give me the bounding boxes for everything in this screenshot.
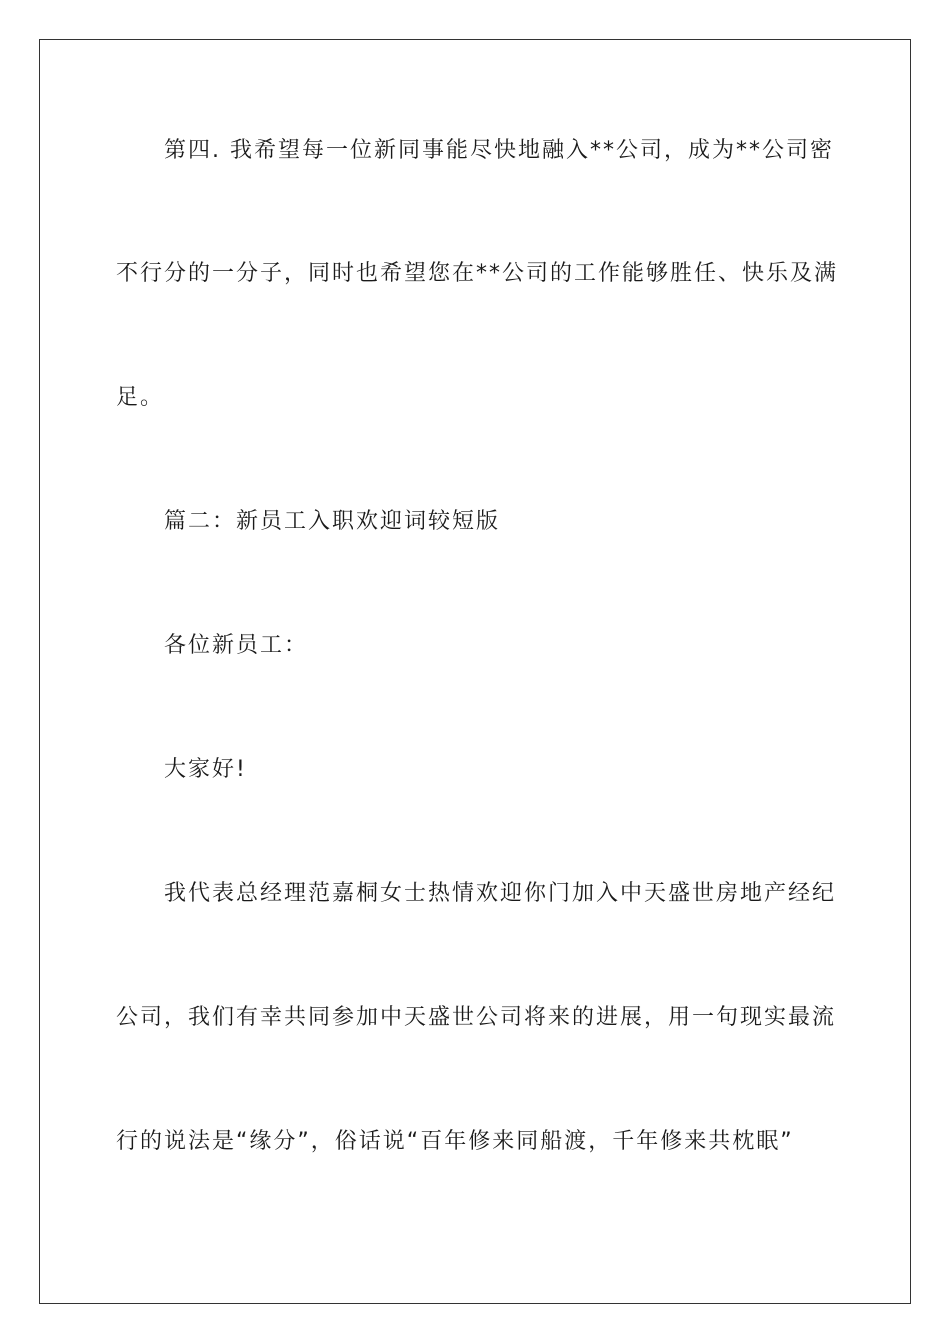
section-heading: 篇二：新员工入职欢迎词较短版 xyxy=(164,509,501,534)
salutation: 各位新员工： xyxy=(164,633,309,658)
paragraph-line-9: 行的说法是“缘分”，俗话说“百年修来同船渡，千年修来共枕眠” xyxy=(116,1129,794,1154)
paragraph-line-7: 我代表总经理范嘉桐女士热情欢迎你门加入中天盛世房地产经纪 xyxy=(164,881,837,906)
paragraph-line-8: 公司，我们有幸共同参加中天盛世公司将来的进展，用一句现实最流 xyxy=(116,1005,837,1030)
paragraph-line-1: 第四. 我希望每一位新同事能尽快地融入**公司，成为**公司密 xyxy=(164,138,834,163)
paragraph-line-3: 足。 xyxy=(116,385,165,410)
greeting: 大家好! xyxy=(164,757,247,782)
page-border xyxy=(39,39,911,1304)
paragraph-line-2: 不行分的一分子，同时也希望您在**公司的工作能够胜任、快乐及满 xyxy=(116,261,839,286)
